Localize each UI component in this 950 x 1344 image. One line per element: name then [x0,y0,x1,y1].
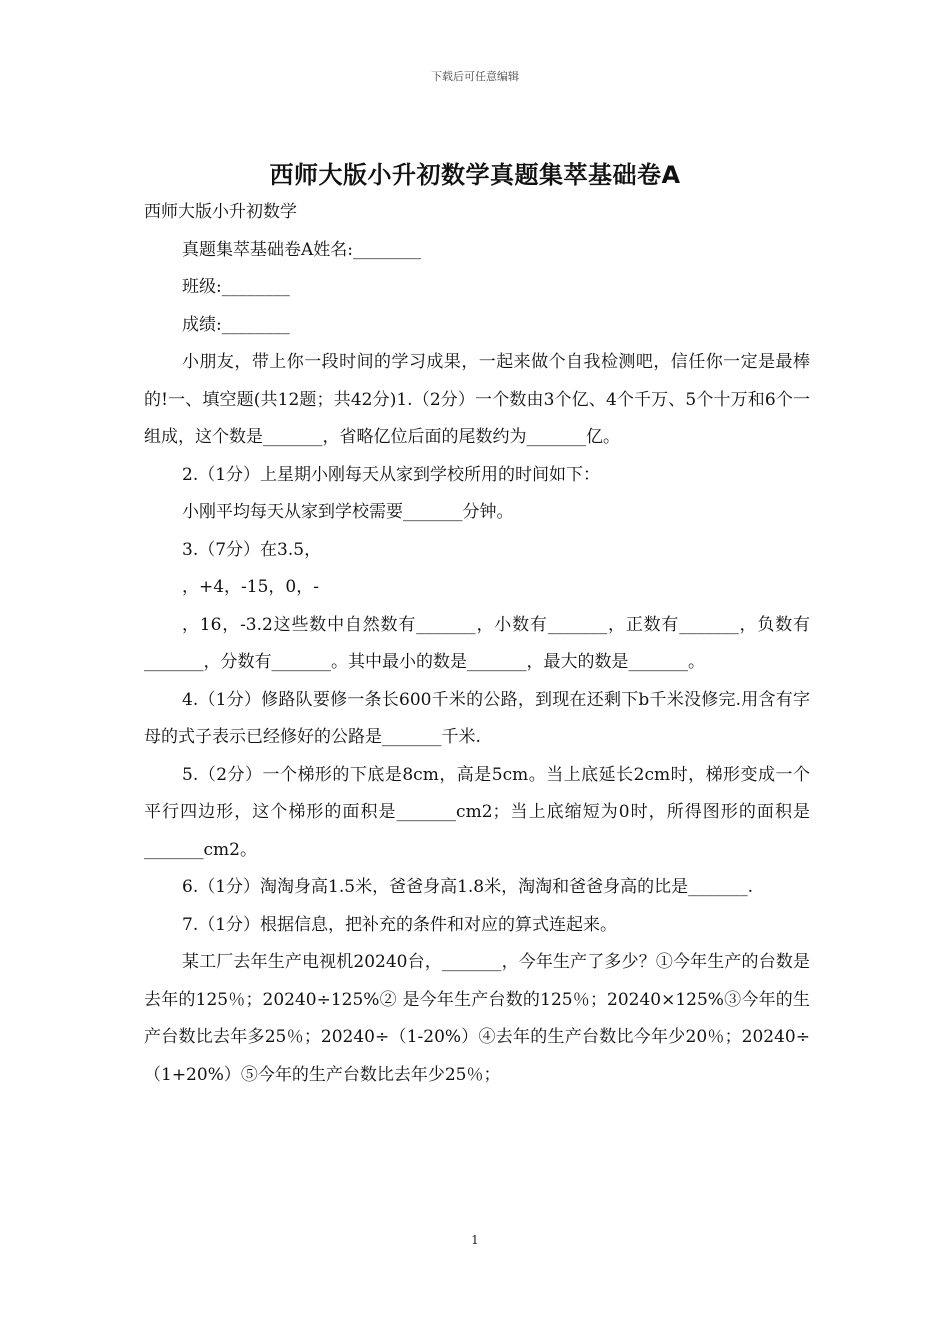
paragraph: ，+4，-15，0，- [182,577,319,597]
paragraph: ，16，-3.2这些数中自然数有_______，小数有_______，正数有_______，负数有_______，分数有_______。其中最小的数是_______，最大的数是_______。 [144,614,810,672]
paragraph: 7.（1分）根据信息，把补充的条件和对应的算式连起来。 [182,914,618,935]
paragraph: 4.（1分）修路队要修一条长600千米的公路，到现在还剩下b千米没修完.用含有字母的式子表示已经修好的公路是_______千米. [144,689,810,747]
page-number: 1 [471,1233,479,1247]
paragraph: 小刚平均每天从家到学校需要_______分钟。 [182,502,514,522]
paragraph: 成绩:________ [182,314,290,335]
paragraph: 某工厂去年生产电视机20240台，_______，今年生产了多少？①今年生产的台数是去年的125％；20240÷125%② 是今年生产台数的125％；20240×125%③今年的生产台数比去年多25％；20240÷（1-20%）④去年的生产台数比今年少20％；20240÷（1+20%）⑤今年的生产台数比去年少25％； [144,952,810,1085]
document-body [144,194,810,1094]
paragraph: 3.（7分）在3.5， [182,539,322,560]
header-note: 下载后可任意编辑 [431,70,519,83]
paragraph: 6.（1分）淘淘身高1.5米，爸爸身高1.8米，淘淘和爸爸身高的比是_______. [182,877,754,897]
paragraph: 真题集萃基础卷A姓名:________ [182,239,422,260]
paragraph: 小朋友，带上你一段时间的学习成果，一起来做个自我检测吧，信任你一定是最棒的!一、填空题(共12题；共42分)1.（2分）一个数由3个亿、4个千万、5个十万和6个一组成，这个数是_______，省略亿位后面的尾数约为_______亿。 [144,352,810,447]
paragraph: 西师大版小升初数学 [144,202,297,222]
paragraph: 5.（2分）一个梯形的下底是8cm，高是5cm。当上底延长2cm时，梯形变成一个平行四边形，这个梯形的面积是_______cm2；当上底缩短为0时，所得图形的面积是_______cm2。 [144,764,810,860]
document-title: 西师大版小升初数学真题集萃基础卷A [269,161,681,189]
paragraph: 班级:________ [182,277,290,297]
paragraph: 2.（1分）上星期小刚每天从家到学校所用的时间如下： [182,464,601,485]
